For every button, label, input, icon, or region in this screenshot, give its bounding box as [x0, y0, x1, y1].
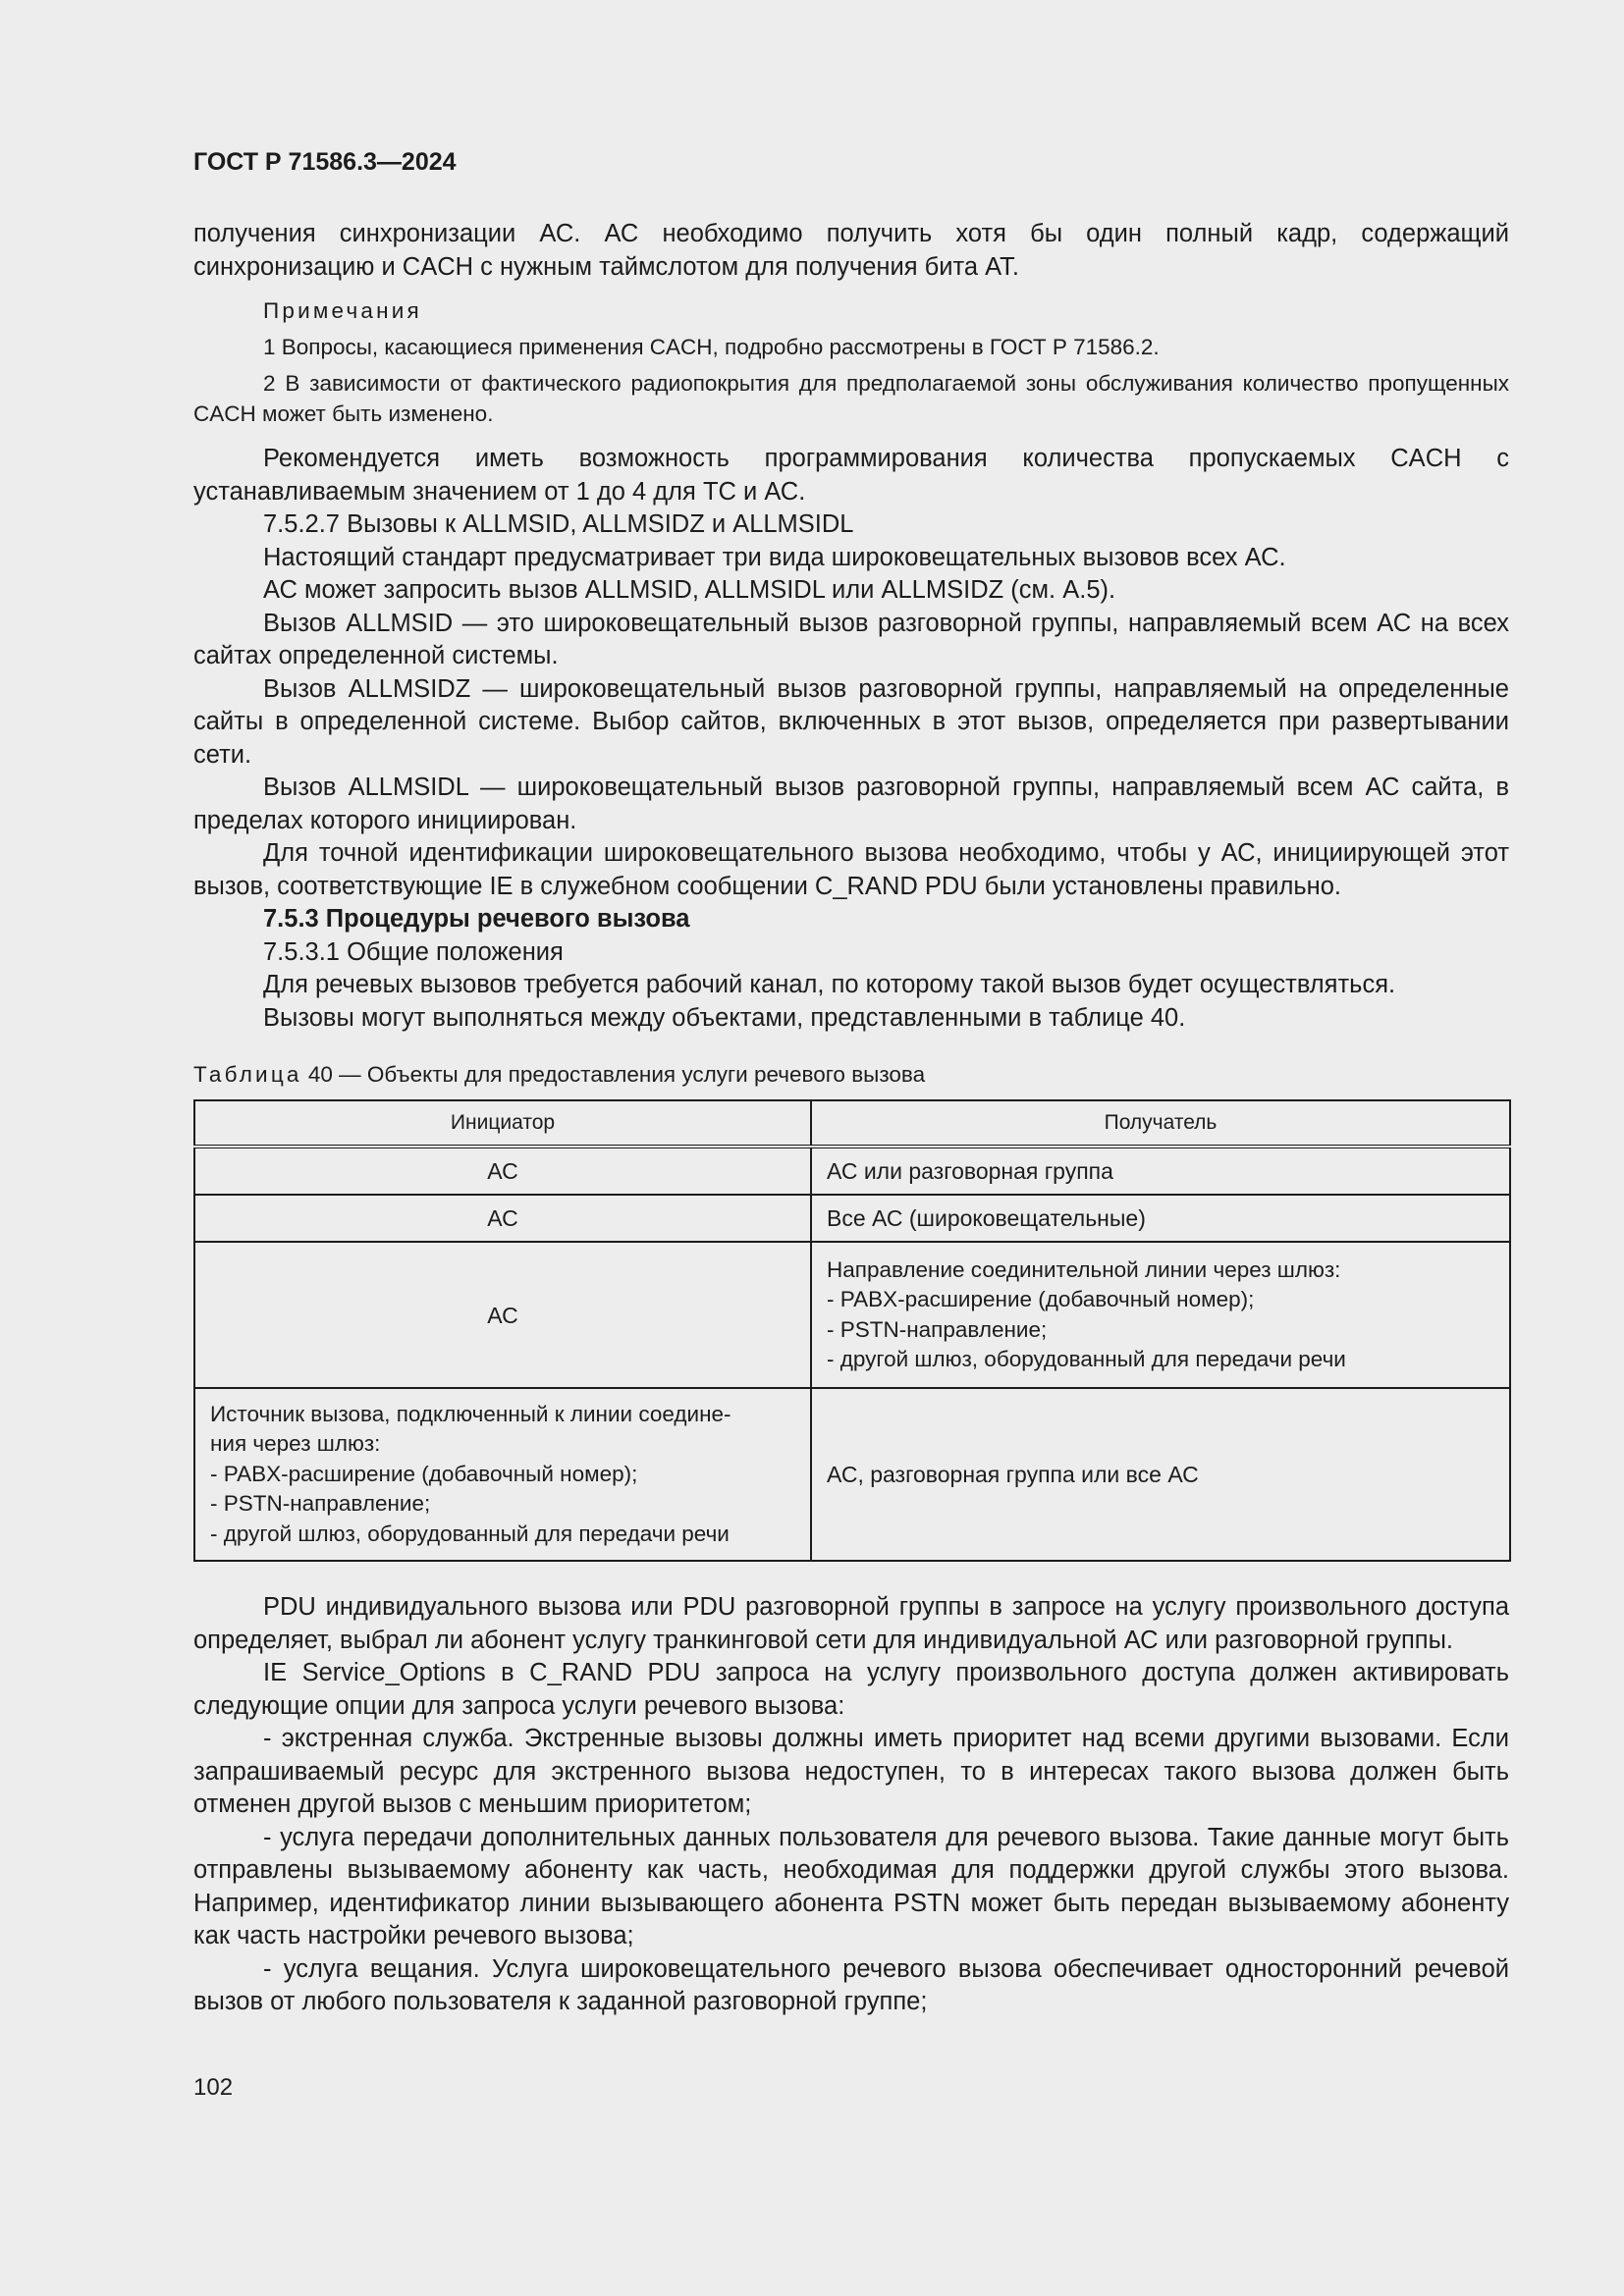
- column-header-recipient: Получатель: [811, 1100, 1510, 1147]
- list-item-additional-data: - услуга передачи дополнительных данных пользователя для речевого вызова. Такие данные могут быть отправлены вызываемому абоненту как часть, необходимая для поддержки другой службы этого вызова. Например, идентификатор линии вызывающего абонента PSTN может быть передан вызываемому абоненту как часть настройки речевого вызова;: [193, 1823, 1509, 1949]
- table-row: [194, 1195, 1510, 1242]
- paragraph-pdu: PDU индивидуального вызова или PDU разговорной группы в запросе на услугу произвольного доступа определяет, выбрал ли абонент услугу транкинговой сети для индивидуальной АС или разговорной группы.: [193, 1593, 1509, 1654]
- cell-line: - PSTN-направление;: [210, 1491, 431, 1517]
- table-cell-recipient: Все АС (широковещательные): [811, 1195, 1510, 1242]
- paragraph-allmsidz: Вызов ALLMSIDZ — широковещательный вызов разговорной группы, направляемый на определенные сайты в определенной системе. Выбор сайтов, включенных в этот вызов, определяется при развертывании сети.: [193, 674, 1509, 769]
- paragraph-recommend: Рекомендуется иметь возможность программирования количества пропускаемых CACH с устанавливаемым значением от 1 до 4 для ТС и АС.: [193, 445, 1509, 506]
- cell-line: Направление соединительной линии через шлюз:: [827, 1256, 1341, 1282]
- cell-line: - PABX-расширение (добавочный номер);: [827, 1287, 1255, 1311]
- paragraph-identify: Для точной идентификации широковещательного вызова необходимо, чтобы у АС, инициирующей этот вызов, соответствующие IE в служебном сообщении C_RAND PDU были установлены правильно.: [193, 839, 1509, 900]
- table-cell-recipient: [811, 1242, 1510, 1388]
- table-caption-text: 40 — Объекты для предоставления услуги речевого вызова: [307, 1062, 926, 1087]
- cell-line: - другой шлюз, оборудованный для передачи речи: [210, 1521, 730, 1546]
- notes-title: [193, 295, 1509, 326]
- paragraph-continuation: получения синхронизации АС. АС необходимо получить хотя бы один полный кадр, содержащий синхронизацию и CACH с нужным таймслотом для получения бита АТ.: [193, 220, 1509, 281]
- page-number: 102: [193, 2074, 234, 2101]
- paragraph-channel: Для речевых вызовов требуется рабочий канал, по которому такой вызов будет осуществляться.: [263, 971, 1396, 998]
- section-heading-7531: 7.5.3.1 Общие положения: [263, 937, 564, 966]
- notes-title-text: Примечания: [263, 298, 422, 323]
- table-cell-initiator: АС: [194, 1195, 811, 1242]
- paragraph-objects: Вызовы могут выполняться между объектами, представленными в таблице 40.: [263, 1003, 1186, 1032]
- section-heading-753: 7.5.3 Процедуры речевого вызова: [263, 905, 690, 933]
- cell-line: - другой шлюз, оборудованный для передачи речи: [827, 1347, 1346, 1371]
- table-cell-initiator: АС: [194, 1147, 811, 1195]
- table-caption-word: Таблица: [193, 1062, 302, 1087]
- cell-line: ния через шлюз:: [210, 1431, 381, 1457]
- document-header: ГОСТ Р 71586.3—2024: [193, 148, 457, 176]
- list-item-emergency: - экстренная служба. Экстренные вызовы должны иметь приоритет над всеми другими вызовами. Если запрашиваемый ресурс для экстренного вызова недоступен, то в интересах такого вызова должен быть отменен другой вызов с меньшим приоритетом;: [193, 1725, 1509, 1818]
- paragraph-request: АС может запросить вызов ALLMSID, ALLMSIDL или ALLMSIDZ (см. А.5).: [263, 576, 1116, 604]
- list-item-broadcast: - услуга вещания. Услуга широковещательного речевого вызова обеспечивает односторонний речевой вызов от любого пользователя к заданной разговорной группе;: [193, 1954, 1509, 2015]
- cell-line: - PSTN-направление;: [827, 1316, 1048, 1342]
- table-cell-initiator: [194, 1388, 811, 1561]
- paragraph-allmsidl: Вызов ALLMSIDL — широковещательный вызов разговорной группы, направляемый всем АС сайта, в пределах которого инициирован.: [193, 774, 1509, 834]
- note-2: 2 В зависимости от фактического радиопокрытия для предполагаемой зоны обслуживания количество пропущенных CACH может быть изменено.: [193, 371, 1509, 426]
- note-1: 1 Вопросы, касающиеся применения CACH, подробно рассмотрены в ГОСТ Р 71586.2.: [263, 335, 1160, 359]
- table-header-row: [194, 1100, 1510, 1147]
- column-header-initiator: Инициатор: [194, 1100, 811, 1147]
- table-cell-initiator: АС: [194, 1242, 811, 1388]
- table-row: [194, 1388, 1510, 1561]
- table-cell-recipient: АС или разговорная группа: [811, 1147, 1510, 1195]
- paragraph-ie: IE Service_Options в C_RAND PDU запроса на услугу произвольного доступа должен активировать следующие опции для запроса услуги речевого вызова:: [193, 1659, 1509, 1720]
- table-row: [194, 1242, 1510, 1388]
- paragraph-three-types: Настоящий стандарт предусматривает три вида широковещательных вызовов всех АС.: [263, 543, 1286, 571]
- cell-line: Источник вызова, подключенный к линии соедине-: [210, 1401, 731, 1426]
- table-row: [194, 1147, 1510, 1195]
- paragraph-allmsid: Вызов ALLMSID — это широковещательный вызов разговорной группы, направляемый всем АС на всех сайтах определенной системы.: [193, 609, 1509, 669]
- table-cell-recipient: АС, разговорная группа или все АС: [811, 1388, 1510, 1561]
- cell-line: - PABX-расширение (добавочный номер);: [210, 1461, 638, 1486]
- document-page: [193, 147, 1509, 2019]
- objects-table: [193, 1099, 1511, 1562]
- table-caption: [193, 1060, 1509, 1090]
- section-heading-7527: 7.5.2.7 Вызовы к ALLMSID, ALLMSIDZ и ALLMSIDL: [263, 510, 854, 538]
